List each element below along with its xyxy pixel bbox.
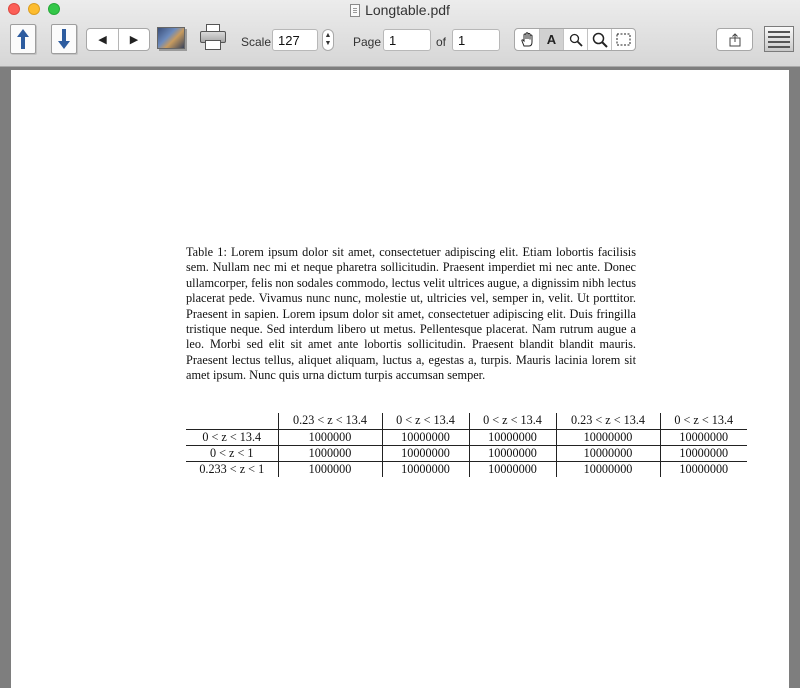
back-button[interactable] [87,29,118,50]
chevron-down-icon: ▼ [324,40,332,47]
window-chrome [0,0,800,67]
table-row-label: 0 < z < 13.4 [186,429,278,445]
scale-input[interactable] [272,29,318,51]
pdf-document-icon [350,4,360,17]
table-cell: 10000000 [556,429,660,445]
window-title [0,1,800,19]
share-icon [728,33,742,47]
history-nav-group [86,28,150,51]
table-header-cell: 0 < z < 13.4 [382,413,469,429]
table-header-cell [186,413,278,429]
table-row [186,461,747,477]
zoom-tool-button[interactable] [587,29,611,50]
hand-tool-button[interactable] [515,29,539,50]
table-header-cell: 0.23 < z < 13.4 [278,413,382,429]
back-arrow-icon: ◀ [98,34,107,46]
table-cell: 1000000 [278,445,382,461]
page-label: Page [353,35,382,49]
scale-label: Scale [241,35,272,49]
window-title-text: Longtable.pdf [365,2,450,18]
table-cell: 10000000 [556,445,660,461]
share-button[interactable] [716,28,753,51]
table-row-label: 0.233 < z < 1 [199,461,265,476]
table-cell: 10000000 [469,461,556,477]
zoom-in-icon [569,33,583,47]
table-cell: 10000000 [660,429,747,445]
table-cell: 10000000 [556,461,660,477]
tool-selector [514,28,636,51]
table-header-cell: 0 < z < 13.4 [660,413,747,429]
data-table [186,413,747,477]
hand-tool-icon [520,32,534,47]
select-rect-icon [616,33,631,46]
zoom-in-tool-button[interactable] [563,29,587,50]
table-header-cell: 0.23 < z < 13.4 [556,413,660,429]
sidebar-toggle-button[interactable] [764,26,794,52]
printer-icon [205,40,221,50]
arrow-down-icon [57,28,71,50]
pdf-page [11,70,789,688]
table-cell: 10000000 [469,445,556,461]
table-row [186,445,747,461]
table-header-row [186,413,747,429]
table-cell: 10000000 [660,445,747,461]
table-row [186,429,747,445]
menu-lines-icon [768,31,790,33]
table-cell: 1000000 [278,461,382,477]
of-label: of [436,35,447,49]
arrow-up-icon [16,28,30,50]
chevron-up-icon: ▲ [324,32,332,39]
table-cell: 10000000 [469,429,556,445]
forward-button[interactable] [118,29,149,50]
text-select-tool-button[interactable] [539,29,563,50]
table-row-label: 0 < z < 1 [186,445,278,461]
table-cell: 10000000 [382,461,469,477]
forward-arrow-icon: ▶ [129,34,139,46]
table-caption: Table 1: Lorem ipsum dolor sit amet, consectetuer adipiscing elit. Etiam lobortis facilisis sem. Nullam nec mi et neque pharetra sollicitudin. Praesent imperdiet mi nec ante. Donec ullamcorper, felis non sodales commodo, lectus velit ultrices augue, a dignissim nibh lectus placerat pede. Vivamus nunc nunc, molestie ut, ultricies vel, semper in, velit. Ut porttitor. Praesent in sapien. Lorem ipsum dolor sit amet, consectetuer adipiscing elit. Duis fringilla tristique neque. Sed interdum libero ut metus. Pellentesque placerat. Nam rutrum augue a leo. Morbi sed elit sit amet ante lobortis sollicitudin. Praesent blandit blandit mauris. Praesent lectus tellus, aliquet aliquam, luctus a, egestas a, turpis. Mauris lacinia lorem sit amet ipsum. Nunc quis urna dictum turpis accumsan semper. [186,245,636,383]
table-cell: 10000000 [660,461,747,477]
table-cell: 10000000 [382,429,469,445]
rect-select-tool-button[interactable] [611,29,635,50]
print-button[interactable] [199,24,227,50]
table-header-cell: 0 < z < 13.4 [469,413,556,429]
text-tool-icon: A [546,32,557,47]
zoom-icon [592,32,608,48]
next-page-button[interactable] [51,24,77,54]
table-cell: 10000000 [382,445,469,461]
image-thumbnail-icon[interactable] [157,27,185,49]
table-cell: 1000000 [278,429,382,445]
scale-stepper[interactable] [322,29,334,51]
page-number-input[interactable] [383,29,431,51]
previous-page-button[interactable] [10,24,36,54]
total-pages-field [452,29,500,51]
